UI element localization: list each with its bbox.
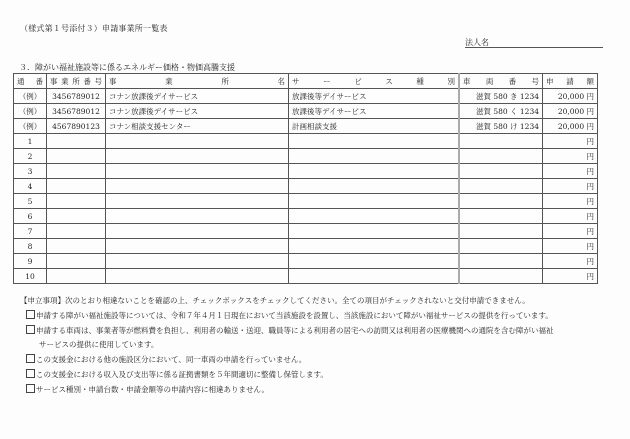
cell-office-name[interactable] bbox=[106, 179, 289, 194]
cell-office-id[interactable] bbox=[47, 149, 106, 164]
declaration-item[interactable] bbox=[20, 383, 554, 398]
cell-amount[interactable]: 円 bbox=[543, 149, 598, 164]
col-header-service: サ ー ビ ス 種 別 bbox=[289, 74, 460, 89]
example-row bbox=[14, 119, 598, 134]
cell-service[interactable] bbox=[289, 194, 460, 209]
cell-vehicle: 滋賀 580 く 1234 bbox=[459, 104, 543, 119]
checkbox-icon[interactable] bbox=[26, 384, 35, 393]
cell-amount: 20,000 円 bbox=[543, 104, 598, 119]
cell-office-name: コナン放課後デイサービス bbox=[106, 104, 289, 119]
cell-office-name[interactable] bbox=[106, 149, 289, 164]
cell-service: 計画相談支援 bbox=[289, 119, 460, 134]
cell-office-id: 3456789012 bbox=[47, 104, 106, 119]
cell-amount: 20,000 円 bbox=[543, 119, 598, 134]
col-header-vehicle: 車 両 番 号 bbox=[459, 74, 543, 89]
cell-no: 2 bbox=[14, 149, 47, 164]
declaration-item[interactable] bbox=[20, 368, 554, 383]
cell-no: （例） bbox=[14, 104, 47, 119]
col-header-amount: 申 請 額 bbox=[543, 74, 598, 89]
table-row[interactable] bbox=[14, 224, 598, 239]
section-title: ３．障がい福祉施設等に係るエネルギー価格・物価高騰支援 bbox=[19, 63, 235, 72]
declaration-heading: 【申立事項】次のとおり相違ないことを確認の上、チェックボックスをチェックしてください。全ての項目がチェックされないと交付申請できません。 bbox=[20, 296, 530, 305]
cell-office-name[interactable] bbox=[106, 194, 289, 209]
cell-amount[interactable]: 円 bbox=[543, 194, 598, 209]
declaration-text: 申請する車両は、事業者等が燃料費を負担し、利用者の輸送・送迎、職員等による利用者の居宅への訪問又は利用者の医療機関への通院を含む障がい福祉 bbox=[36, 325, 554, 335]
cell-office-name[interactable] bbox=[106, 134, 289, 149]
declaration-text: サービス種別・申請台数・申請金額等の申請内容に相違ありません。 bbox=[36, 384, 269, 394]
cell-vehicle[interactable] bbox=[459, 269, 543, 284]
cell-amount[interactable]: 円 bbox=[543, 254, 598, 269]
cell-amount[interactable]: 円 bbox=[543, 134, 598, 149]
cell-office-id[interactable] bbox=[47, 134, 106, 149]
cell-vehicle[interactable] bbox=[459, 194, 543, 209]
table-row[interactable] bbox=[14, 239, 598, 254]
table-row[interactable] bbox=[14, 254, 598, 269]
cell-vehicle: 滋賀 580 け 1234 bbox=[459, 119, 543, 134]
cell-office-name[interactable] bbox=[106, 254, 289, 269]
cell-no: 8 bbox=[14, 239, 47, 254]
declaration-continuation: サービスの提供に使用しています。 bbox=[39, 340, 159, 350]
col-header-office-name: 事 業 所 名 bbox=[106, 74, 289, 89]
cell-no: 7 bbox=[14, 224, 47, 239]
cell-vehicle[interactable] bbox=[459, 149, 543, 164]
table-row[interactable] bbox=[14, 269, 598, 284]
cell-no: 3 bbox=[14, 164, 47, 179]
office-list-table bbox=[13, 73, 598, 284]
cell-vehicle: 滋賀 580 き 1234 bbox=[459, 89, 543, 104]
cell-office-id[interactable] bbox=[47, 239, 106, 254]
cell-office-id: 3456789012 bbox=[47, 89, 106, 104]
cell-office-name: コナン相談支援センター bbox=[106, 119, 289, 134]
col-header-office-id: 事業所番号 bbox=[47, 74, 106, 89]
cell-vehicle[interactable] bbox=[459, 239, 543, 254]
cell-service[interactable] bbox=[289, 209, 460, 224]
cell-service[interactable] bbox=[289, 224, 460, 239]
cell-office-id[interactable] bbox=[47, 209, 106, 224]
checkbox-icon[interactable] bbox=[26, 325, 35, 334]
cell-amount[interactable]: 円 bbox=[543, 239, 598, 254]
declaration-item[interactable] bbox=[20, 324, 554, 339]
cell-service[interactable] bbox=[289, 179, 460, 194]
cell-office-name[interactable] bbox=[106, 269, 289, 284]
table-row[interactable] bbox=[14, 164, 598, 179]
cell-no: 9 bbox=[14, 254, 47, 269]
cell-office-id: 4567890123 bbox=[47, 119, 106, 134]
cell-service[interactable] bbox=[289, 269, 460, 284]
example-row bbox=[14, 89, 598, 104]
cell-amount[interactable]: 円 bbox=[543, 209, 598, 224]
cell-office-id[interactable] bbox=[47, 224, 106, 239]
cell-service: 放課後等デイサービス bbox=[289, 104, 460, 119]
declaration-item[interactable] bbox=[20, 353, 554, 368]
cell-vehicle[interactable] bbox=[459, 254, 543, 269]
cell-vehicle[interactable] bbox=[459, 224, 543, 239]
cell-amount[interactable]: 円 bbox=[543, 164, 598, 179]
checkbox-icon[interactable] bbox=[26, 310, 35, 319]
table-row[interactable] bbox=[14, 194, 598, 209]
cell-no: （例） bbox=[14, 89, 47, 104]
declaration-text: 申請する障がい福祉施設等については、令和７年４月１日現在において当該施設を設置し、当該施設において障がい福祉サービスの提供を行っています。 bbox=[36, 310, 553, 320]
table-row[interactable] bbox=[14, 149, 598, 164]
cell-office-id[interactable] bbox=[47, 164, 106, 179]
cell-office-name[interactable] bbox=[106, 209, 289, 224]
table-row[interactable] bbox=[14, 209, 598, 224]
cell-no: 10 bbox=[14, 269, 47, 284]
cell-service: 放課後等デイサービス bbox=[289, 89, 460, 104]
table-row[interactable] bbox=[14, 134, 598, 149]
cell-amount[interactable]: 円 bbox=[543, 224, 598, 239]
example-row bbox=[14, 104, 598, 119]
cell-service[interactable] bbox=[289, 134, 460, 149]
cell-vehicle[interactable] bbox=[459, 134, 543, 149]
cell-vehicle[interactable] bbox=[459, 209, 543, 224]
cell-service[interactable] bbox=[289, 254, 460, 269]
declaration-section bbox=[20, 294, 554, 398]
cell-office-name[interactable] bbox=[106, 224, 289, 239]
cell-office-id[interactable] bbox=[47, 179, 106, 194]
cell-no: 5 bbox=[14, 194, 47, 209]
cell-office-id[interactable] bbox=[47, 254, 106, 269]
cell-office-name[interactable] bbox=[106, 239, 289, 254]
cell-no: 4 bbox=[14, 179, 47, 194]
table-header-row bbox=[14, 74, 598, 89]
cell-service[interactable] bbox=[289, 164, 460, 179]
declaration-text: この支援金における収入及び支出等に係る証拠書類を５年間適切に整備し保管します。 bbox=[36, 369, 328, 379]
form-title: （様式第１号添付３）申請事業所一覧表 bbox=[20, 24, 168, 33]
corporation-name-label: 法人名 bbox=[465, 38, 489, 47]
table-row[interactable] bbox=[14, 179, 598, 194]
cell-vehicle[interactable] bbox=[459, 179, 543, 194]
cell-vehicle[interactable] bbox=[459, 164, 543, 179]
cell-service[interactable] bbox=[289, 149, 460, 164]
cell-amount[interactable]: 円 bbox=[543, 179, 598, 194]
cell-no: 6 bbox=[14, 209, 47, 224]
col-header-no: 通 番 bbox=[14, 74, 47, 89]
checkbox-icon[interactable] bbox=[26, 369, 35, 378]
declaration-text: この支援金における他の施設区分において、同一車両の申請を行っていません。 bbox=[36, 355, 307, 365]
cell-service[interactable] bbox=[289, 239, 460, 254]
cell-office-id[interactable] bbox=[47, 269, 106, 284]
cell-office-name: コナン放課後デイサービス bbox=[106, 89, 289, 104]
corporation-name-field[interactable] bbox=[465, 37, 603, 48]
cell-no: 1 bbox=[14, 134, 47, 149]
cell-office-id[interactable] bbox=[47, 194, 106, 209]
checkbox-icon[interactable] bbox=[26, 354, 35, 363]
cell-amount: 20,000 円 bbox=[543, 89, 598, 104]
cell-no: （例） bbox=[14, 119, 47, 134]
cell-office-name[interactable] bbox=[106, 164, 289, 179]
cell-amount[interactable]: 円 bbox=[543, 269, 598, 284]
declaration-item[interactable] bbox=[20, 309, 554, 324]
